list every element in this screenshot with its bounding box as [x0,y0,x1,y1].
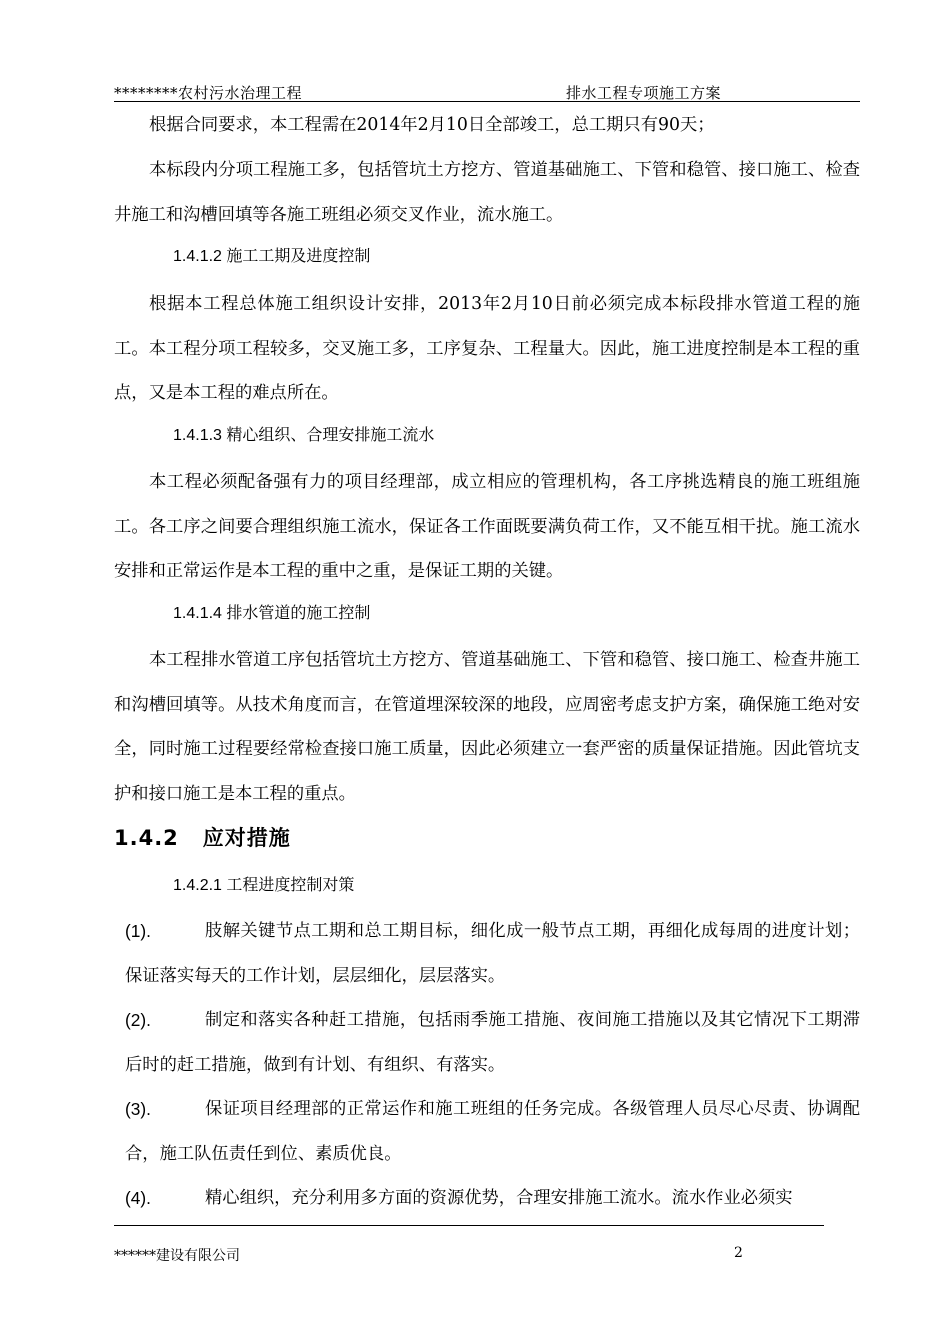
header-divider [114,101,860,102]
list-item-text: 制定和落实各种赶工措施，包括雨季施工措施、夜间施工措施以及其它情况下工期滞后时的赶工措施，做到有计划、有组织、有落实。 [125,1010,860,1075]
section-number: 1.4.2 [114,826,179,850]
list-item-number: (3). [125,1099,151,1119]
page-number: 2 [734,1245,743,1261]
list-item-text: 肢解关键节点工期和总工期目标，细化成一般节点工期，再细化成每周的进度计划；保证落实每天的工作计划，层层细化，层层落实。 [125,921,860,986]
subheading-1-4-2-1: 1.4.2.1 工程进度控制对策 [173,877,355,894]
list-item [125,909,860,998]
list-item [125,1176,860,1221]
list-item-number: (1). [125,921,151,941]
subheading-1-4-1-2: 1.4.1.2 施工工期及进度控制 [173,248,371,265]
paragraph-completion-deadline: 根据合同要求，本工程需在2014年2月10日全部竣工，总工期只有90天； [149,115,715,135]
list-item-number: (2). [125,1010,151,1030]
list-item-number: (4). [125,1188,151,1208]
header-project-name: ********农村污水治理工程 [114,84,303,102]
paragraph-organization: 本工程必须配备强有力的项目经理部，成立相应的管理机构，各工序挑选精良的施工班组施工。各工序之间要合理组织施工流水，保证各工作面既要满负荷工作，又不能互相干扰。施工流水安排和正常运作是本工程的重中之重，是保证工期的关键。 [114,472,860,581]
list-item [125,1087,860,1176]
list-item-text: 保证项目经理部的正常运作和施工班组的任务完成。各级管理人员尽心尽责、协调配合，施工队伍责任到位、素质优良。 [125,1099,860,1164]
paragraph-pipeline-control: 本工程排水管道工序包括管坑土方挖方、管道基础施工、下管和稳管、接口施工、检查井施工和沟槽回填等。从技术角度而言，在管道埋深较深的地段，应周密考虑支护方案，确保施工绝对安全，同时施工过程要经常检查接口施工质量，因此必须建立一套严密的质量保证措施。因此管坑支护和接口施工是本工程的重点。 [114,650,860,804]
subheading-1-4-1-4: 1.4.1.4 排水管道的施工控制 [173,605,371,622]
section-title: 应对措施 [202,826,291,850]
footer-divider [114,1225,824,1226]
section-heading-1-4-2 [114,822,291,852]
list-item [125,998,860,1087]
header-document-title: 排水工程专项施工方案 [566,84,722,102]
paragraph-schedule-control: 根据本工程总体施工组织设计安排，2013年2月10日前必须完成本标段排水管道工程的施工。本工程分项工程较多，交叉施工多，工序复杂、工程量大。因此，施工进度控制是本工程的重点，又是本工程的难点所在。 [114,294,860,403]
paragraph-cross-operation: 本标段内分项工程施工多，包括管坑土方挖方、管道基础施工、下管和稳管、接口施工、检查井施工和沟槽回填等各施工班组必须交叉作业，流水施工。 [114,160,860,225]
footer-company-name: ******建设有限公司 [114,1248,240,1264]
list-item-text: 精心组织，充分利用多方面的资源优势，合理安排施工流水。流水作业必须实 [205,1188,793,1208]
subheading-1-4-1-3: 1.4.1.3 精心组织、合理安排施工流水 [173,427,435,444]
